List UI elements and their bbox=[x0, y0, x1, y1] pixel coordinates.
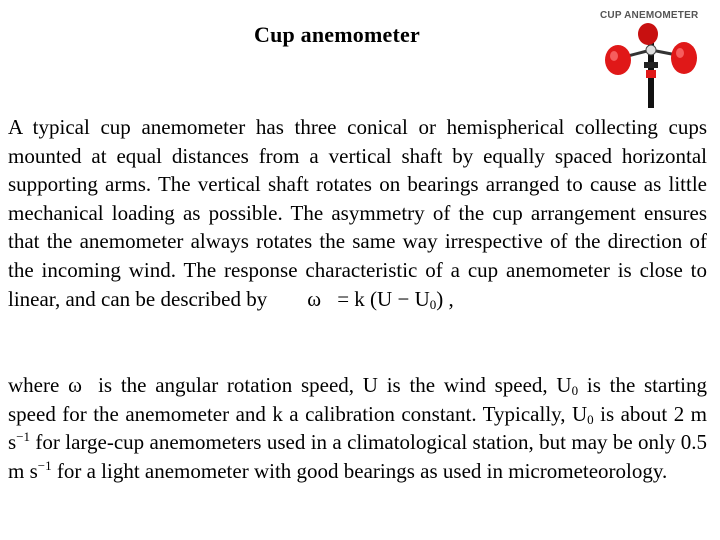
figure-caption: CUP ANEMOMETER bbox=[600, 10, 699, 21]
paragraph-definitions bbox=[8, 371, 707, 485]
formula-end: ) , bbox=[436, 286, 454, 311]
definition-omega-symbol: ω bbox=[68, 373, 82, 397]
page-title: Cup anemometer bbox=[254, 22, 420, 47]
definition-text-4: for large-cup anemometers used in a climatological station, but may be only 0.5 m s bbox=[8, 430, 708, 483]
paragraph-description bbox=[8, 113, 707, 313]
anemometer-cup-left bbox=[605, 45, 631, 75]
definition-sup-2: −1 bbox=[37, 457, 52, 473]
cup-anemometer-figure bbox=[598, 10, 708, 110]
definition-text-1: is the angular rotation speed, U is the wind speed, U bbox=[98, 373, 572, 397]
definition-text-2: is the starting speed for the anemometer and k a calibration constant. Typically, U bbox=[8, 373, 708, 426]
definition-text-5: for a light anemometer with good bearings as used in micrometeorology. bbox=[56, 458, 668, 483]
definition-sub-1: 0 bbox=[571, 383, 579, 398]
formula-omega-symbol: ω bbox=[307, 286, 322, 311]
definition-text-3: is about 2 m s bbox=[8, 401, 708, 455]
anemometer-cup-back bbox=[638, 23, 658, 45]
cup-anemometer-illustration bbox=[598, 10, 708, 110]
formula-equation: = k (U − U bbox=[337, 286, 430, 311]
definition-sub-2: 0 bbox=[587, 411, 594, 427]
definition-sup-1: −1 bbox=[16, 429, 31, 445]
definition-lead: where bbox=[8, 373, 60, 397]
formula-subscript: 0 bbox=[429, 296, 437, 312]
anemometer-cup-right bbox=[671, 42, 697, 74]
anemometer-hub bbox=[646, 45, 656, 55]
paragraph-description-text: A typical cup anemometer has three conical or hemispherical collecting cups mounted at equal distances from a vertical shaft by equally spaced horizontal supporting arms. The vertical shaft rotates on bearings arranged to cause as little mechanical loading as possible. The asymmetry of the cup arrangement ensures that the anemometer always rotates the same way irrespective of the direction of the incoming wind. The response characteristic of a cup anemometer is close to linear, and can be described by bbox=[8, 115, 707, 311]
